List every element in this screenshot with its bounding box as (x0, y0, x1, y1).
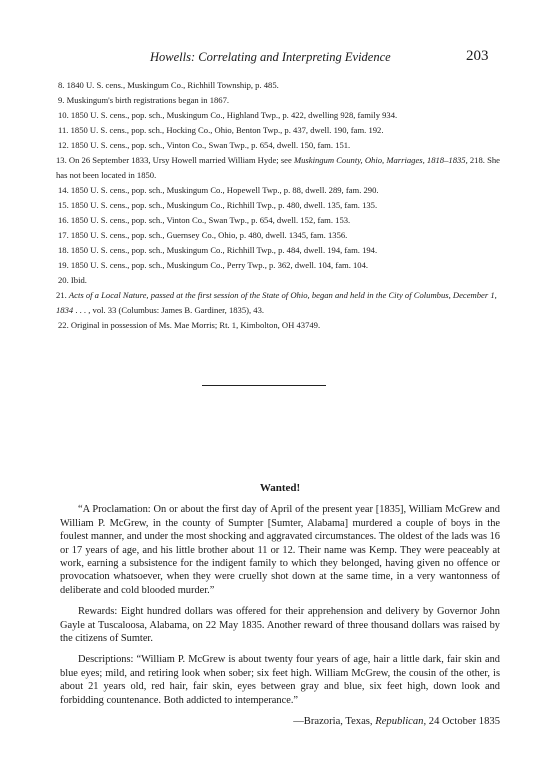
note-text: 1850 U. S. cens., pop. sch., Muskingum Co., Hopewell Twp., p. 88, dwell. 289, fam. 290. (70, 185, 379, 195)
note-number: 20. (58, 275, 69, 285)
note-number: 16. (58, 215, 69, 225)
note-citation: Acts of a Local Nature, passed at the first session of the State of Ohio, began and held in the City of Columbus, December 1, 1834 (56, 290, 497, 315)
article-title: Wanted! (259, 482, 301, 494)
note-number: 17. (58, 230, 69, 240)
note-number: 8. (58, 80, 65, 90)
attribution (60, 715, 500, 728)
note-14 (58, 183, 500, 198)
note-text: 1850 U. S. cens., pop. sch., Muskingum Co., Richhill Twp., p. 480, dwell. 135, fam. 135. (70, 200, 378, 210)
note-text: On 26 September 1833, Ursy Howell married William Hyde; see (68, 155, 294, 165)
section-divider (202, 385, 326, 386)
note-text: . . . , vol. 33 (Columbus: James B. Gardiner, 1835), 43. (73, 305, 265, 315)
note-18 (58, 243, 500, 258)
proclamation-paragraph: “A Proclamation: On or about the first day of April of the present year [1835], William McGrew and William P. McGrew, in the county of Sumpter [Sumter, Alabama] murdered a couple of boys in the foulest manner, and under the most shocking and aggravated circumstances. The oldest of the lads was 16 or 17 years of age, and his little brother about 11 or 12. Their name was Kemp. They were peaceably at work, earning a subsistence for the indigent family to which they belonged, having given no offence or provocation whatsoever, when they were cruelly shot down at the same time, in a very wantonness of deliberate and cold blooded murder.” (60, 504, 500, 596)
note-13 (56, 153, 500, 183)
wanted-article (60, 482, 500, 729)
note-number: 15. (58, 200, 69, 210)
note-15 (58, 198, 500, 213)
note-16 (58, 213, 500, 228)
note-11 (58, 123, 500, 138)
attribution-newspaper: Republican, (375, 716, 427, 728)
note-8 (58, 78, 500, 93)
note-number: 21. (56, 290, 67, 300)
note-10 (58, 108, 500, 123)
running-title: Howells: Correlating and Interpreting Evidence (150, 50, 391, 64)
note-21 (56, 288, 500, 318)
note-number: 19. (58, 260, 69, 270)
note-number: 11. (58, 125, 69, 135)
note-19 (58, 258, 500, 273)
note-text: 218. She has not been located in 1850. (56, 155, 500, 180)
attribution-date: 24 October 1835 (426, 716, 500, 728)
note-text: 1850 U. S. cens., pop. sch., Guernsey Co., Ohio, p. 480, dwell. 1345, fam. 1356. (70, 230, 348, 240)
note-9 (58, 93, 500, 108)
page-header (0, 48, 540, 70)
note-text: Original in possession of Ms. Mae Morris; Rt. 1, Kimbolton, OH 43749. (70, 320, 321, 330)
note-number: 14. (58, 185, 69, 195)
rewards-paragraph: Rewards: Eight hundred dollars was offered for their apprehension and delivery by Governor John Gayle at Tuscaloosa, Alabama, on 22 May 1835. Another reward of three thousand dollars was raised by the citizens of Sumter. (60, 606, 500, 645)
note-text: 1850 U. S. cens., pop. sch., Hocking Co., Ohio, Benton Twp., p. 437, dwell. 190, fam. 192. (70, 125, 384, 135)
note-22 (58, 318, 500, 333)
note-number: 12. (58, 140, 69, 150)
note-text: 1850 U. S. cens., pop. sch., Muskingum Co., Richhill Twp., p. 484, dwell. 194, fam. 194. (70, 245, 378, 255)
note-text: Muskingum's birth registrations began in 1867. (66, 95, 230, 105)
note-number: 13. (56, 155, 67, 165)
note-17 (58, 228, 500, 243)
note-12 (58, 138, 500, 153)
note-text: 1850 U. S. cens., pop. sch., Muskingum Co., Perry Twp., p. 362, dwell. 104, fam. 104. (70, 260, 369, 270)
note-number: 22. (58, 320, 69, 330)
note-number: 9. (58, 95, 65, 105)
note-20 (58, 273, 500, 288)
note-citation: Muskingum County, Ohio, Marriages, 1818–1835, (293, 155, 468, 165)
endnotes (58, 78, 500, 333)
note-text: Ibid. (70, 275, 87, 285)
note-text: 1850 U. S. cens., pop. sch., Vinton Co., Swan Twp., p. 654, dwell. 150, fam. 151. (70, 140, 351, 150)
page-number: 203 (466, 48, 489, 64)
descriptions-paragraph: Descriptions: “William P. McGrew is about twenty four years of age, hair a little dark, fair skin and blue eyes; mild, and retiring look when sober; six feet high. William McGrew, the cousin of the other, is about 21 years old, red hair, fair skin, eyes between gray and blue, six feet high, down look and forbidding countenance. Both addicted to intemperance.” (60, 654, 500, 706)
note-number: 10. (58, 110, 69, 120)
note-text: 1850 U. S. cens., pop. sch., Muskingum Co., Highland Twp., p. 422, dwelling 928, family 934. (70, 110, 398, 120)
note-number: 18. (58, 245, 69, 255)
attribution-place: —Brazoria, Texas, (293, 716, 376, 728)
note-text: 1840 U. S. cens., Muskingum Co., Richhill Township, p. 485. (66, 80, 279, 90)
note-text: 1850 U. S. cens., pop. sch., Vinton Co., Swan Twp., p. 654, dwell. 152, fam. 153. (70, 215, 351, 225)
